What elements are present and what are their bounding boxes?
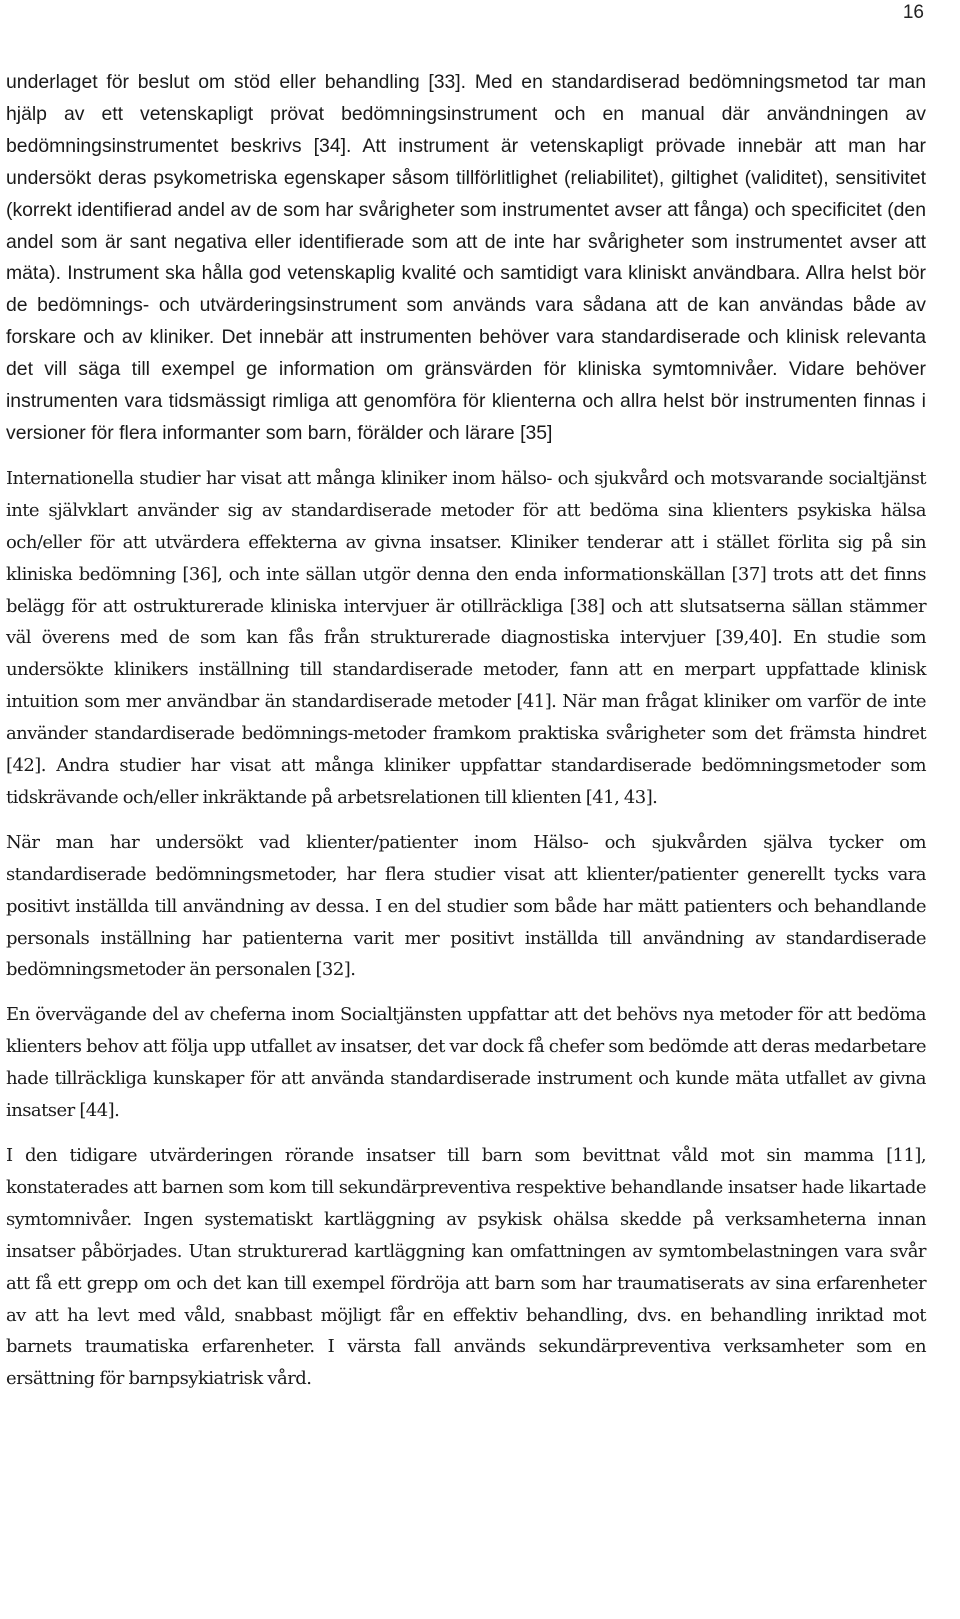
document-body [6, 67, 926, 1408]
page-number: 16 [902, 2, 924, 23]
paragraph-standardized-assessment: underlaget för beslut om stöd eller behandling [33]. Med en standardiserad bedömningsmetod tar man hjälp av ett vetenskapligt prövat bedömningsinstrument och en manual där användningen av bedömningsinstrumentet beskrivs [34]. Att instrument är vetenskapligt prövade innebär att man har undersökt deras psykometriska egenskaper såsom tillförlitlighet (reliabilitet), giltighet (validitet), sensitivitet (korrekt identifierad andel av de som har svårigheter som instrumentet avser att fånga) och specificitet (den andel som är sant negativa eller identifierade som att de inte har svårigheter som instrumentet avser att mäta). Instrument ska hålla god vetenskaplig kvalité och samtidigt vara kliniskt användbara. Allra helst bör de bedömnings- och utvärderingsinstrument som används vara sådana att de kan användas både av forskare och av kliniker. Det innebär att instrumenten behöver vara standardiserade och klinisk relevanta det vill säga till exempel ge information om gränsvärden för kliniska symtomnivåer. Vidare behöver instrumenten vara tidsmässigt rimliga att genomföra för klienterna och allra helst bör instrumenten finnas i versioner för flera informanter som barn, förälder och lärare [35] [6, 71, 926, 444]
paragraph-patient-attitudes: När man har undersökt vad klienter/patienter inom Hälso- och sjukvården själva tycker om standardiserade bedömningsmetoder, har flera studier visat att klienter/patienter generellt tycks vara positivt inställda till användning av dessa. I en del studier som både har mätt patienters och behandlande personals inställning har patienterna varit mer positivt inställda till användning av standardiserade bedömningsmetoder än personalen [32]. [6, 831, 926, 981]
paragraph-previous-evaluation: I den tidigare utvärderingen rörande insatser till barn som bevittnat våld mot sin mamma [11], konstaterades att barnen som kom till sekundärpreventiva respektive behandlande insatser hade likartade symtomnivåer. Ingen systematiskt kartläggning av psykisk ohälsa skedde på verksamheterna innan insatser påbörjades. Utan strukturerad kartläggning kan omfattningen av symtombelastningen vara svår att få ett grepp om och det kan till exempel fördröja att barn som har traumatiserats av sina erfarenheter av att ha levt med våld, snabbast möjligt får en effektiv behandling, dvs. en behandling inriktad mot barnets traumatiska erfarenheter. I värsta fall används sekundärpreventiva verksamheter som en ersättning för barnpsykiatrisk vård. [6, 1145, 926, 1390]
paragraph-social-services-managers: En övervägande del av cheferna inom Socialtjänsten uppfattar att det behövs nya metoder för att bedöma klienters behov att följa upp utfallet av insatser, det var dock få chefer som bedömde att deras medarbetare hade tillräckliga kunskaper för att använda standardiserade instrument och kunde mäta utfallet av givna insatser [44]. [6, 1004, 926, 1122]
paragraph-international-studies: Internationella studier har visat att många kliniker inom hälso- och sjukvård och motsvarande socialtjänst inte självklart använder sig av standardiserade metoder för att bedöma sina klienters psykiska hälsa och/eller för att utvärdera effekterna av givna insatser. Kliniker tenderar att i stället förlita sig på sin kliniska bedömning [36], och inte sällan utgör denna den enda informationskällan [37] trots att det finns belägg för att ostrukturerade kliniska intervjuer är otillräckliga [38] och att slutsatserna sällan stämmer väl överens med de som kan fås från strukturerade diagnostiska intervjuer [39,40]. En studie som undersökte klinikers inställning till standardiserade metoder, fann att en merpart uppfattade klinisk intuition som mer användbar än standardiserade metoder [41]. När man frågat kliniker om varför de inte använder standardiserade bedömnings-metoder framkom praktiska svårigheter som det främsta hindret [42]. Andra studier har visat att många kliniker uppfattar standardiserade bedömningsmetoder som tidskrävande och/eller inkräktande på arbetsrelationen till klienten [41, 43]. [6, 467, 926, 808]
